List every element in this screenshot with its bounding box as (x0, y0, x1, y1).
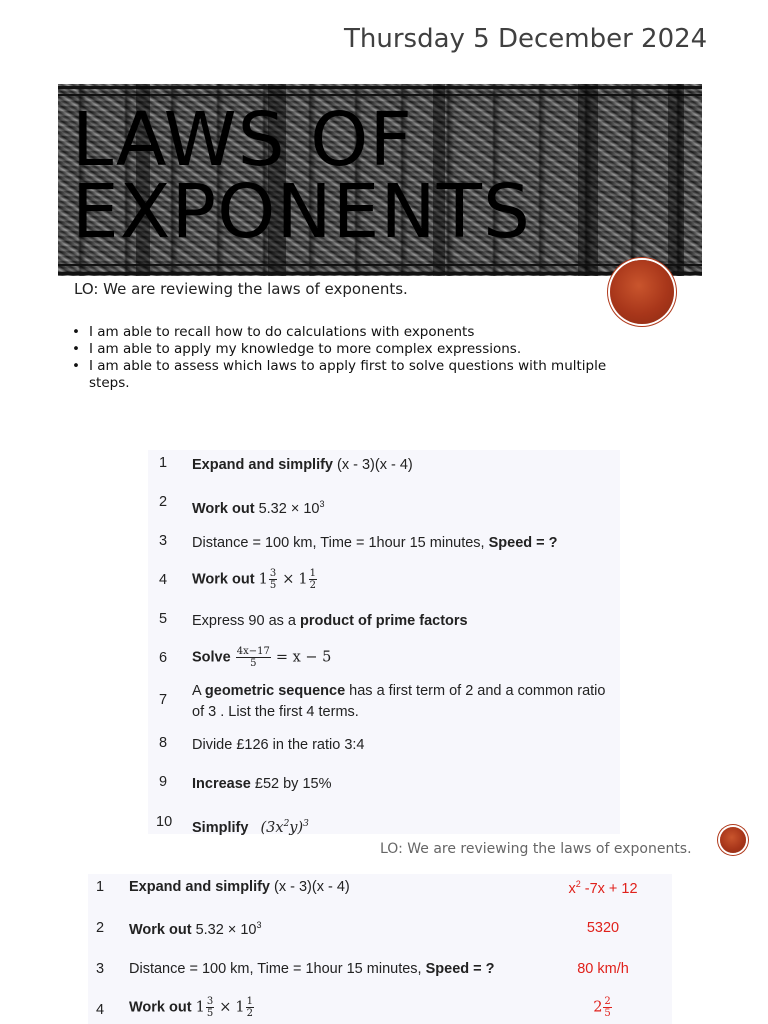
denominator: 5 (206, 1008, 214, 1019)
numerator: 4x−17 (236, 646, 270, 657)
mixed-number-whole: 1 (258, 571, 268, 588)
question-text: has a first term of 2 and a common ratio of 3 . List the first 4 terms. (192, 683, 606, 720)
question-number: 7 (159, 692, 168, 708)
question-number: 8 (159, 735, 168, 751)
denominator: 5 (604, 1008, 611, 1019)
questions-panel (148, 450, 620, 834)
question-number: 3 (159, 533, 168, 549)
numerator: 2 (604, 996, 611, 1007)
denominator: 5 (269, 580, 277, 591)
question-text: Distance = 100 km, Time = 1hour 15 minutes, (129, 961, 422, 977)
exponent: 3 (303, 819, 309, 829)
answer-value: 5320 (586, 920, 620, 936)
question-text: 5.32 × 10 (195, 921, 257, 938)
question-keyword: Work out (192, 571, 255, 588)
question-keyword: Expand and simplify (192, 457, 333, 473)
learning-objective: LO: We are reviewing the laws of exponents. (74, 280, 408, 298)
question-keyword: Speed = ? (425, 961, 495, 977)
decorative-orb-icon (610, 260, 674, 324)
answer-value (548, 996, 658, 1019)
question-keyword: Work out (192, 500, 255, 517)
exponent: 2 (283, 819, 290, 829)
question-number: 10 (156, 814, 173, 830)
fraction (309, 568, 317, 591)
fraction (206, 996, 214, 1019)
success-criterion: • I am able to assess which laws to apply first to solve questions with multiple steps. (70, 358, 610, 392)
answer-part: -7x + 12 (580, 880, 638, 897)
question-text: 5.32 × 10 (258, 500, 320, 517)
question-number: 1 (96, 879, 105, 895)
math-expression: (3x (260, 819, 284, 836)
mixed-number-whole: 1 (195, 999, 205, 1016)
exponent: 3 (256, 920, 262, 930)
success-criterion: • I am able to recall how to do calculations with exponents (70, 324, 610, 341)
answer-part: x (568, 880, 576, 897)
question-keyword: Simplify (192, 819, 249, 836)
question-text: Express 90 as a (192, 613, 296, 629)
equation-rhs: = x − 5 (275, 649, 332, 666)
question-keyword: Speed = ? (488, 535, 558, 551)
question-number: 4 (159, 572, 168, 588)
title-line-2: EXPONENTS (72, 169, 531, 255)
math-expression: y) (289, 819, 304, 836)
question-keyword: Expand and simplify (129, 879, 270, 895)
learning-objective: LO: We are reviewing the laws of exponents. (380, 841, 692, 857)
question-keyword: geometric sequence (204, 683, 346, 699)
question-number: 3 (96, 961, 105, 977)
banner-top-rule-inner (58, 94, 702, 96)
fraction (603, 996, 611, 1019)
question-text: (x - 3)(x - 4) (274, 879, 350, 895)
denominator: 2 (246, 1008, 254, 1019)
denominator: 2 (309, 580, 317, 591)
banner-top-rule (58, 86, 702, 89)
question-number: 2 (96, 920, 105, 936)
numerator: 1 (309, 568, 317, 579)
exponent: 2 (575, 879, 581, 889)
operator: × (219, 999, 232, 1016)
numerator: 1 (246, 996, 254, 1007)
question-text: £52 by 15% (254, 776, 332, 792)
question-keyword: Work out (129, 999, 192, 1016)
numerator: 3 (206, 996, 214, 1007)
question-text: (x - 3)(x - 4) (337, 457, 413, 473)
question-number: 6 (159, 650, 168, 666)
slide-date: Thursday 5 December 2024 (344, 24, 708, 54)
mixed-number-whole: 1 (235, 999, 245, 1016)
question-number: 1 (159, 455, 168, 471)
answers-panel (88, 874, 672, 1024)
decorative-orb-icon (720, 827, 746, 853)
banner-bottom-rule (58, 272, 702, 275)
question-keyword: Work out (129, 921, 192, 938)
banner-bottom-rule-inner (58, 264, 702, 266)
denominator: 5 (250, 658, 257, 669)
answer-value (548, 879, 658, 897)
question-text: A (192, 683, 201, 699)
mixed-number-whole: 2 (593, 999, 603, 1016)
operator: × (282, 571, 295, 588)
question-number: 9 (159, 774, 168, 790)
question-number: 2 (159, 494, 168, 510)
question-text: Divide £126 in the ratio 3:4 (192, 737, 365, 753)
exponent: 3 (319, 499, 325, 509)
title-line-1: LAWS OF (72, 97, 413, 183)
success-criterion: • I am able to apply my knowledge to more complex expressions. (70, 341, 610, 358)
question-number: 5 (159, 611, 168, 627)
question-text: Distance = 100 km, Time = 1hour 15 minutes, (192, 535, 485, 551)
fraction (236, 646, 271, 669)
question-number: 4 (96, 1002, 105, 1018)
fraction (269, 568, 277, 591)
numerator: 3 (269, 568, 277, 579)
answer-value: 80 km/h (577, 961, 629, 977)
question-keyword: Solve (192, 649, 231, 666)
mixed-number-whole: 1 (298, 571, 308, 588)
question-keyword: product of prime factors (300, 613, 468, 629)
slide-title (72, 97, 692, 255)
fraction (246, 996, 254, 1019)
question-keyword: Increase (192, 776, 251, 792)
success-criteria-list (70, 324, 610, 392)
